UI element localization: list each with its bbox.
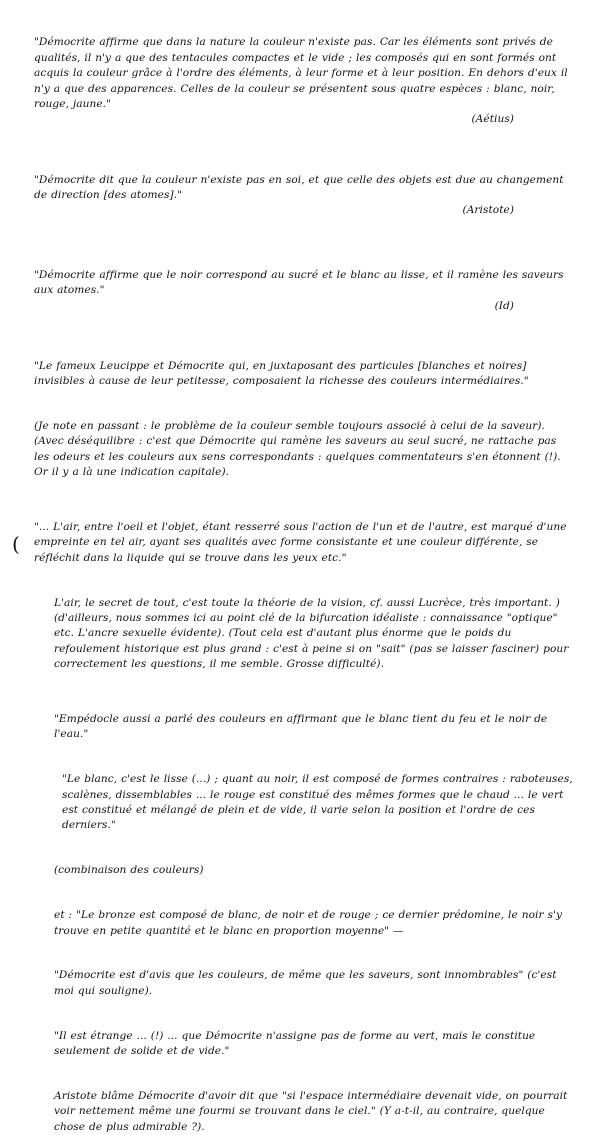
quote-blanc-lisse-text: "Le blanc, c'est le lisse (...) ; quant au noir, il est composé de formes contraires : raboteuses, scalènes, dissemblables ... le rouge est constitué des mêmes formes que le chaud ... le vert est constitué et mélangé de plein et de vide, il varie selon la position et l'ordre de ces derniers." — [62, 773, 573, 832]
quote-id-cite: (Id) — [494, 299, 514, 312]
quote-innombrables — [34, 953, 574, 999]
quote-air — [34, 505, 574, 567]
note-couleur-saveur — [34, 404, 574, 481]
quote-leucippe — [34, 343, 574, 389]
quote-aetius — [34, 20, 574, 143]
quote-empedocle-text: "Empédocle aussi a parlé des couleurs en affirmant que le blanc tient du feu et le noir de l'eau." — [54, 713, 548, 741]
quote-innombrables-text: "Démocrite est d'avis que les couleurs, de même que les saveurs, sont innombrables" (c'est moi qui souligne). — [54, 969, 557, 997]
quote-aetius-text: "Démocrite affirme que dans la nature la couleur n'existe pas. Car les éléments sont privés de qualités, il n'y a que des tentacules compactes et le vide ; les composés qui en sont formés ont acquis la couleur grâce à l'ordre des éléments, à leur forme et à leur position. En dehors d'eux il n'y a que des apparences. Celles de la couleur se présentent sous quatre espèces : blanc, noir, rouge, jaune." — [34, 36, 568, 111]
quote-etrange-text: "Il est étrange ... (!) ... que Démocrite n'assigne pas de forme au vert, mais le constitue seulement de solide et de vide." — [54, 1029, 536, 1057]
quote-air-text: "... L'air, entre l'oeil et l'objet, étant resserré sous l'action de l'un et de l'autre, est marqué d'une empreinte en tel air, ayant ses qualités avec forme consistante et une couleur différente, se réfléchit dans la liquide qui se trouve dans les yeux etc." — [34, 520, 567, 564]
quote-id-text: "Démocrite affirme que le noir correspond au sucré et le blanc au lisse, et il ramène les saveurs aux atomes." — [34, 268, 564, 297]
quote-leucippe-text: "Le fameux Leucippe et Démocrite qui, en juxtaposant des particules [blanches et noires] invisibles à cause de leur petitesse, composaient la richesse des couleurs intermédiaires." — [34, 359, 529, 388]
quote-aristote-cite: (Aristote) — [462, 204, 514, 217]
quote-fourmi-text: Aristote blâme Démocrite d'avoir dit que "si l'espace intermédiaire devenait vide, on pourrait voir nettement même une fourmi se trouvant dans le ciel." (Y a-t-il, au contraire, quelque chose de plus admirable ?). — [54, 1089, 568, 1133]
quote-bronze — [34, 893, 574, 939]
note-combinaison — [34, 848, 574, 879]
note-couleur-saveur-text: (Je note en passant : le problème de la couleur semble toujours associé à celui de la saveur). (Avec déséquilibre : c'est que Démocrite qui ramène les saveurs au seul sucré, ne rattache pas les odeurs et les couleurs aux sens correspondants : quelques commentateurs s'en étonnent (!). Or il y a là une indication capitale). — [34, 419, 561, 479]
quote-aristote — [34, 157, 574, 234]
quote-etrange — [34, 1013, 574, 1059]
note-combinaison-text: (combinaison des couleurs) — [54, 864, 204, 877]
note-vision-text: L'air, le secret de tout, c'est toute la théorie de la vision, cf. aussi Lucrèce, très important. ) (d'ailleurs, nous sommes ici au point clé de la bifurcation idéaliste : connaissance "optique" etc. L'ancre sexuelle évidente). (Tout cela est d'autant plus énorme que le poids du refoulement historique est plus grand : c'est à peine si on "sait" (pas se laisser fasciner) pour correctement les questions, il me semble. Grosse difficulté). — [54, 596, 569, 671]
quote-bronze-text: et : "Le bronze est composé de blanc, de noir et de rouge ; ce dernier prédomine, le noir s'y trouve en petite quantité et le blanc en proportion moyenne" — — [54, 909, 562, 937]
quote-empedocle — [34, 697, 574, 743]
note-vision — [34, 580, 574, 672]
quote-aristote-text: "Démocrite dit que la couleur n'existe pas en soi, et que celle des objets est due au changement de direction [des atomes]." — [34, 173, 564, 202]
quote-id — [34, 252, 574, 329]
margin-bracket-mark: ( — [12, 532, 20, 556]
quote-aetius-cite: (Aétius) — [471, 113, 514, 126]
quote-fourmi — [34, 1073, 574, 1135]
quote-blanc-lisse — [34, 757, 574, 834]
